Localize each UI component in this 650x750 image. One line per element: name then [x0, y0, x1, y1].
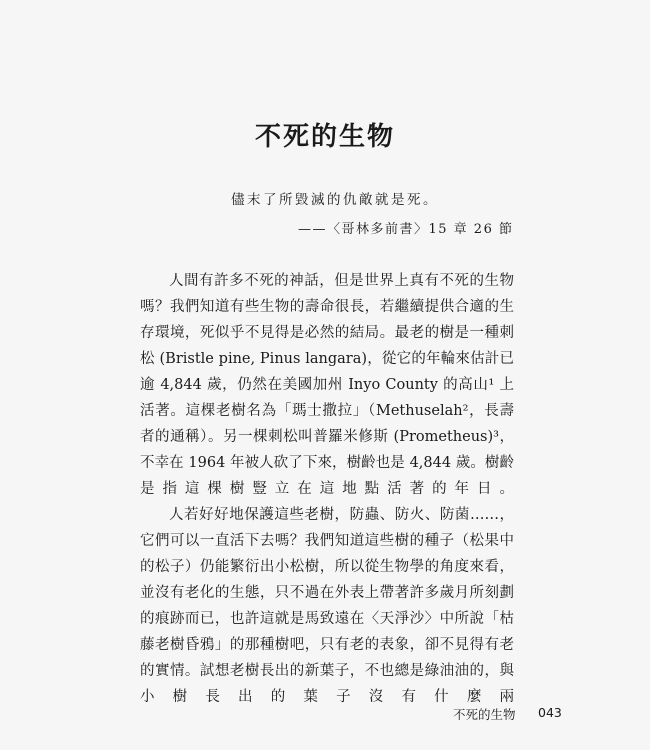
epigraph-quote: 儘末了所毀滅的仇敵就是死。 [231, 192, 439, 208]
body-paragraph: 人間有許多不死的神話，但是世界上真有不死的生物嗎？我們知道有些生物的壽命很長，若繼續提供合適的生存環境，死似乎不見得是必然的結局。最老的樹是一種刺松 (Bristle pine, Pinus langara)，從它的年輪來估計已逾 4,844 歲，仍然在美國加州 Inyo County 的高山¹ 上活著。這棵老樹名為「瑪士撒拉」（Methuselah²，長壽者的通稱）。另一棵刺松叫普羅米修斯 (Prometheus)³，不幸在 1964 年被人砍了下來，樹齡也是 4,844 歲。樹齡是指這棵樹豎立在這地點活著的年日。 [140, 273, 514, 497]
body-text [140, 268, 514, 710]
running-head: 不死的生物 [453, 707, 516, 722]
epigraph-source: ——〈哥林多前書〉15 章 26 節 [298, 222, 514, 237]
page-number: 043 [538, 705, 562, 720]
chapter-title: 不死的生物 [254, 122, 395, 152]
body-paragraph: 人若好好地保護這些老樹，防蟲、防火、防菌……，它們可以一直活下去嗎？我們知道這些樹的種子（松果中的松子）仍能繁衍出小松樹，所以從生物學的角度來看，並沒有老化的生態，只不過在外表上帶著許多歲月所刻劃的痕跡而已，也許這就是馬致遠在〈天淨沙〉中所說「枯藤老樹昏鴉」的那種樹吧，只有老的表象，卻不見得有老的實情。試想老樹長出的新葉子，不也總是綠油油的，與小樹長出的葉子沒有什麼兩 [140, 507, 514, 705]
